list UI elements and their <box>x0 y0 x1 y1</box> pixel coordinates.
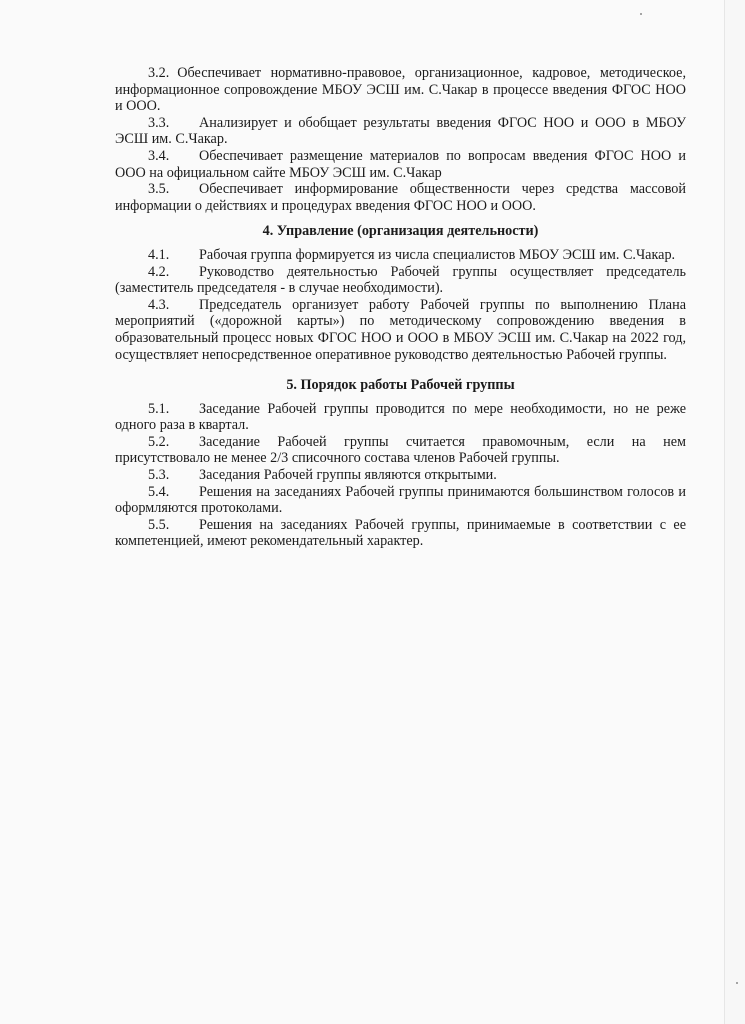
clause-5-3 <box>115 467 686 484</box>
clause-number: 4.2. <box>148 263 170 280</box>
clause-text: Обеспечивает размещение материалов по вопросам введения ФГОС НОО и ООО на официальном сайте МБОУ ЭСШ им. С.Чакар <box>115 147 686 181</box>
section-5 <box>115 377 686 550</box>
section-5-title: 5. Порядок работы Рабочей группы <box>286 377 515 394</box>
clause-text: Анализирует и обобщает результаты введения ФГОС НОО и ООО в МБОУ ЭСШ им. С.Чакар. <box>115 114 686 148</box>
clause-text: Руководство деятельностью Рабочей группы осуществляет председатель (заместитель председателя - в случае необходимости). <box>115 263 686 297</box>
clause-number: 3.5. <box>148 181 170 198</box>
clause-number: 3.2. <box>148 65 170 81</box>
clause-text: Решения на заседаниях Рабочей группы принимаются большинством голосов и оформляются протоколами. <box>115 483 686 517</box>
clause-text: Заседания Рабочей группы являются открытыми. <box>199 467 497 484</box>
clause-3-5 <box>115 181 686 214</box>
clause-number: 3.4. <box>148 147 170 164</box>
clause-text: Председатель организует работу Рабочей группы по выполнению Плана мероприятий («дорожной карты») по методическому сопровождению введения в образовательный процесс новых ФГОС НОО и ООО в МБОУ ЭСШ им. С.Чакар на 2022 год, осуществляет непосредственное оперативное руководство деятельностью Рабочей группы. <box>115 296 686 363</box>
section-4-title: 4. Управление (организация деятельности) <box>262 223 539 240</box>
clause-5-4 <box>115 484 686 517</box>
section-3 <box>115 65 686 214</box>
clause-3-3 <box>115 115 686 148</box>
clause-number: 5.3. <box>148 467 170 484</box>
clause-text: Обеспечивает информирование общественности через средства массовой информации о действиях и процедурах введения ФГОС НОО и ООО. <box>115 181 686 214</box>
clause-number: 3.3. <box>148 114 170 131</box>
clause-3-4 <box>115 148 686 181</box>
clause-text: Заседание Рабочей группы проводится по мере необходимости, но не реже одного раза в квартал. <box>115 400 686 434</box>
clause-3-2 <box>115 65 686 115</box>
clause-number: 4.1. <box>148 246 170 263</box>
clause-number: 4.3. <box>148 296 170 313</box>
clause-text: Рабочая группа формируется из числа специалистов МБОУ ЭСШ им. С.Чакар. <box>199 246 676 263</box>
clause-5-2 <box>115 434 686 467</box>
clause-number: 5.5. <box>148 516 170 533</box>
clause-number: 5.2. <box>148 433 170 450</box>
scan-speck <box>736 982 738 984</box>
clause-5-5 <box>115 517 686 550</box>
scan-speck <box>640 13 642 15</box>
clause-text: Решения на заседаниях Рабочей группы, принимаемые в соответствии с ее компетенцией, имеют рекомендательный характер. <box>115 516 686 550</box>
clause-4-1 <box>115 247 686 264</box>
section-4 <box>115 223 686 363</box>
clause-5-1 <box>115 401 686 434</box>
clause-number: 5.4. <box>148 483 170 500</box>
clause-4-3 <box>115 297 686 363</box>
clause-text: Заседание Рабочей группы считается правомочным, если на нем присутствовало не менее 2/3 списочного состава членов Рабочей группы. <box>115 433 686 467</box>
clause-4-2 <box>115 264 686 297</box>
clause-text: Обеспечивает нормативно-правовое, организационное, кадровое, методическое, информационное сопровождение МБОУ ЭСШ им. С.Чакар в процессе введения ФГОС НОО и ООО. <box>115 65 686 115</box>
document-body <box>115 65 686 550</box>
clause-number: 5.1. <box>148 400 170 417</box>
